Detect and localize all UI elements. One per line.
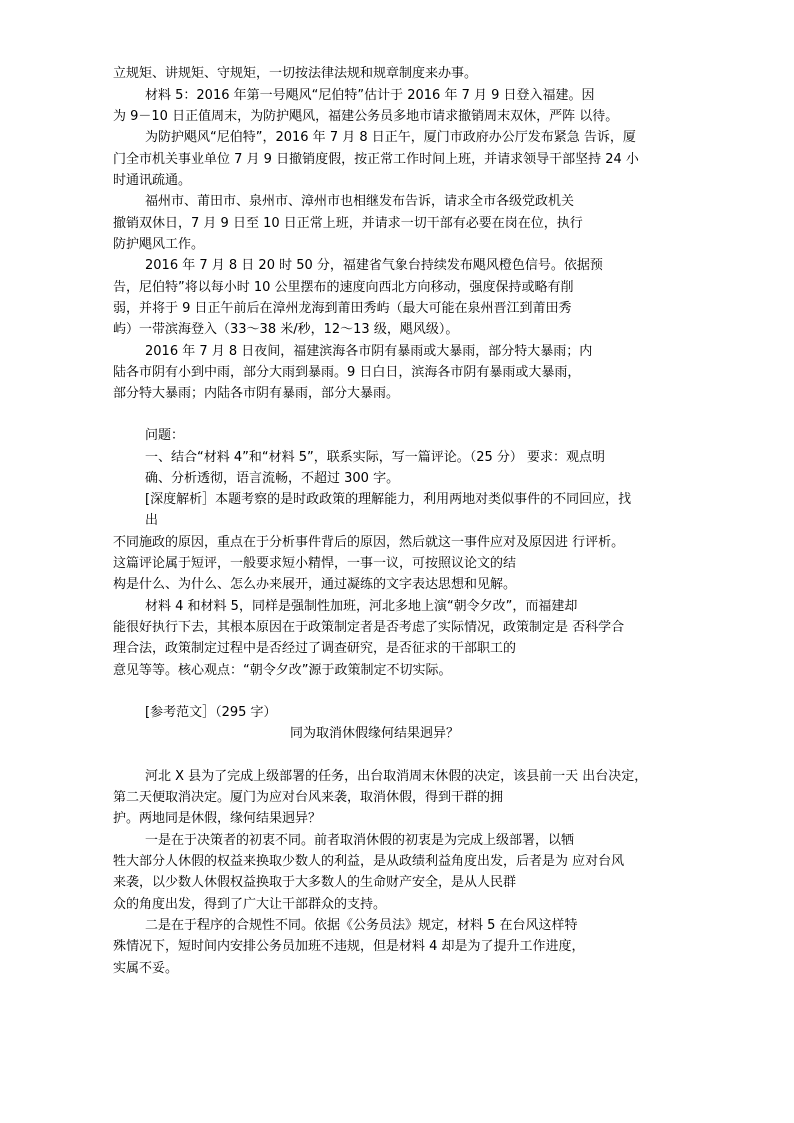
paragraph-line: 理合法，政策制定过程中是否经过了调查研究，是否征求的干部职工的 (113, 641, 517, 656)
paragraph-line: 屿）一带滨海登入（33～38 米/秒，12～13 级，飓风级）。 (113, 322, 459, 337)
paragraph-line: 2016 年 7 月 8 日夜间，福建滨海各市阴有暴雨或大暴雨，部分特大暴雨；内 (145, 344, 593, 359)
paragraph-line: 时通讯疏通。 (113, 173, 192, 188)
paragraph-line: 构是什么、为什么、怎么办来展开，通过凝练的文字表达思想和见解。 (113, 577, 517, 592)
paragraph-line: 河北 X 县为了完成上级部署的任务，出台取消周末休假的决定，该县前一天 出台决定， (145, 769, 648, 784)
paragraph-line: 陆各市阴有小到中雨，部分大雨到暴雨。9 日白日，滨海各市阴有暴雨或大暴雨， (113, 365, 581, 380)
paragraph-line: 弱，并将于 9 日正午前后在漳州龙海到莆田秀屿（最大可能在泉州晋江到莆田秀 (113, 301, 572, 316)
paragraph-line: 殊情况下，短时间内安排公务员加班不违规，但是材料 4 却是为了提升工作进度， (113, 939, 585, 954)
paragraph-line: 实属不妥。 (113, 961, 179, 976)
paragraph-line: 不同施政的原因，重点在于分析事件背后的原因，然后就这一事件应对及原因进 行评析。 (113, 535, 625, 550)
paragraph-line: 为 9－10 日正值周末，为防护飓风，福建公务员多地市请求撤销周末双休，严阵 以待。 (113, 109, 619, 124)
paragraph-line: 2016 年 7 月 8 日 20 时 50 分，福建省气象台持续发布飓风橙色信号。依据预 (145, 258, 603, 273)
paragraph-line: 确、分析透彻，语言流畅，不超过 300 字。 (145, 471, 400, 486)
paragraph-line: [深度解析］本题考察的是时政政策的理解能力，利用两地对类似事件的不同回应，找 (145, 492, 632, 507)
paragraph-line: 二是在于程序的合规性不同。依据《公务员法》规定，材料 5 在台风这样特 (145, 918, 578, 933)
paragraph-line: 众的角度出发，得到了广大让干部群众的支持。 (113, 897, 387, 912)
paragraph-line: 为防护飓风“尼伯特”，2016 年 7 月 8 日正午，厦门市政府办公厅发布紧急 告诉，厦 (145, 130, 636, 145)
reference-label: [参考范文］（295 字） (145, 705, 277, 720)
paragraph-line: 能很好执行下去，其根本原因在于政策制定者是否考虑了实际情况，政策制定是 否科学合 (113, 620, 625, 635)
paragraph-line: 来袭，以少数人休假权益换取于大多数人的生命财产安全，是从人民群 (113, 875, 517, 890)
paragraph-line: 这篇评论属于短评，一般要求短小精悍，一事一议，可按照议论文的结 (113, 556, 517, 571)
paragraph-line: 第二天便取消决定。厦门为应对台风来袭，取消休假，得到干群的拥 (113, 790, 504, 805)
paragraph-line: 福州市、莆田市、泉州市、漳州市也相继发布告诉，请求全市各级党政机关 (145, 194, 575, 209)
paragraph-line: 门全市机关事业单位 7 月 9 日撤销度假，按正常工作时间上班，并请求领导干部坚持 24 小 (113, 152, 639, 167)
essay-title: 同为取消休假缘何结果迥异？ (290, 726, 460, 741)
paragraph-line: 牲大部分人休假的权益来换取少数人的利益，是从政绩利益角度出发，后者是为 应对台风 (113, 854, 625, 869)
paragraph-line: 撤销双休日，7 月 9 日至 10 日正常上班，并请求一切干部有必要在岗在位，执行 (113, 216, 583, 231)
paragraph-line: 材料 5：2016 年第一号飓风“尼伯特”估计于 2016 年 7 月 9 日登入福建。因 (145, 88, 595, 103)
paragraph-line: 意见等等。核心观点：“朝令夕改”源于政策制定不切实际。 (113, 663, 452, 678)
paragraph-line: 出 (145, 513, 159, 528)
paragraph-line: 告，尼伯特”将以每小时 10 公里摆布的速度向西北方向移动，强度保持或略有削 (113, 280, 574, 295)
paragraph-line: 护。两地同是休假，缘何结果迥异？ (113, 811, 322, 826)
paragraph-line: 立规矩、讲规矩、守规矩，一切按法律法规和规章制度来办事。 (113, 66, 478, 81)
paragraph-line: 材料 4 和材料 5，同样是强制性加班，河北多地上演“朝令夕改”，而福建却 (145, 599, 578, 614)
question-heading: 问题： (145, 428, 185, 443)
paragraph-line: 部分特大暴雨；内陆各市阴有暴雨，部分大暴雨。 (113, 386, 400, 401)
paragraph-line: 防护飓风工作。 (113, 237, 205, 252)
paragraph-line: 一、结合“材料 4”和“材料 5”，联系实际，写一篇评论。（25 分） 要求：观点明 (145, 450, 606, 465)
paragraph-line: 一是在于决策者的初衷不同。前者取消休假的初衷是为完成上级部署，以牺 (145, 833, 575, 848)
